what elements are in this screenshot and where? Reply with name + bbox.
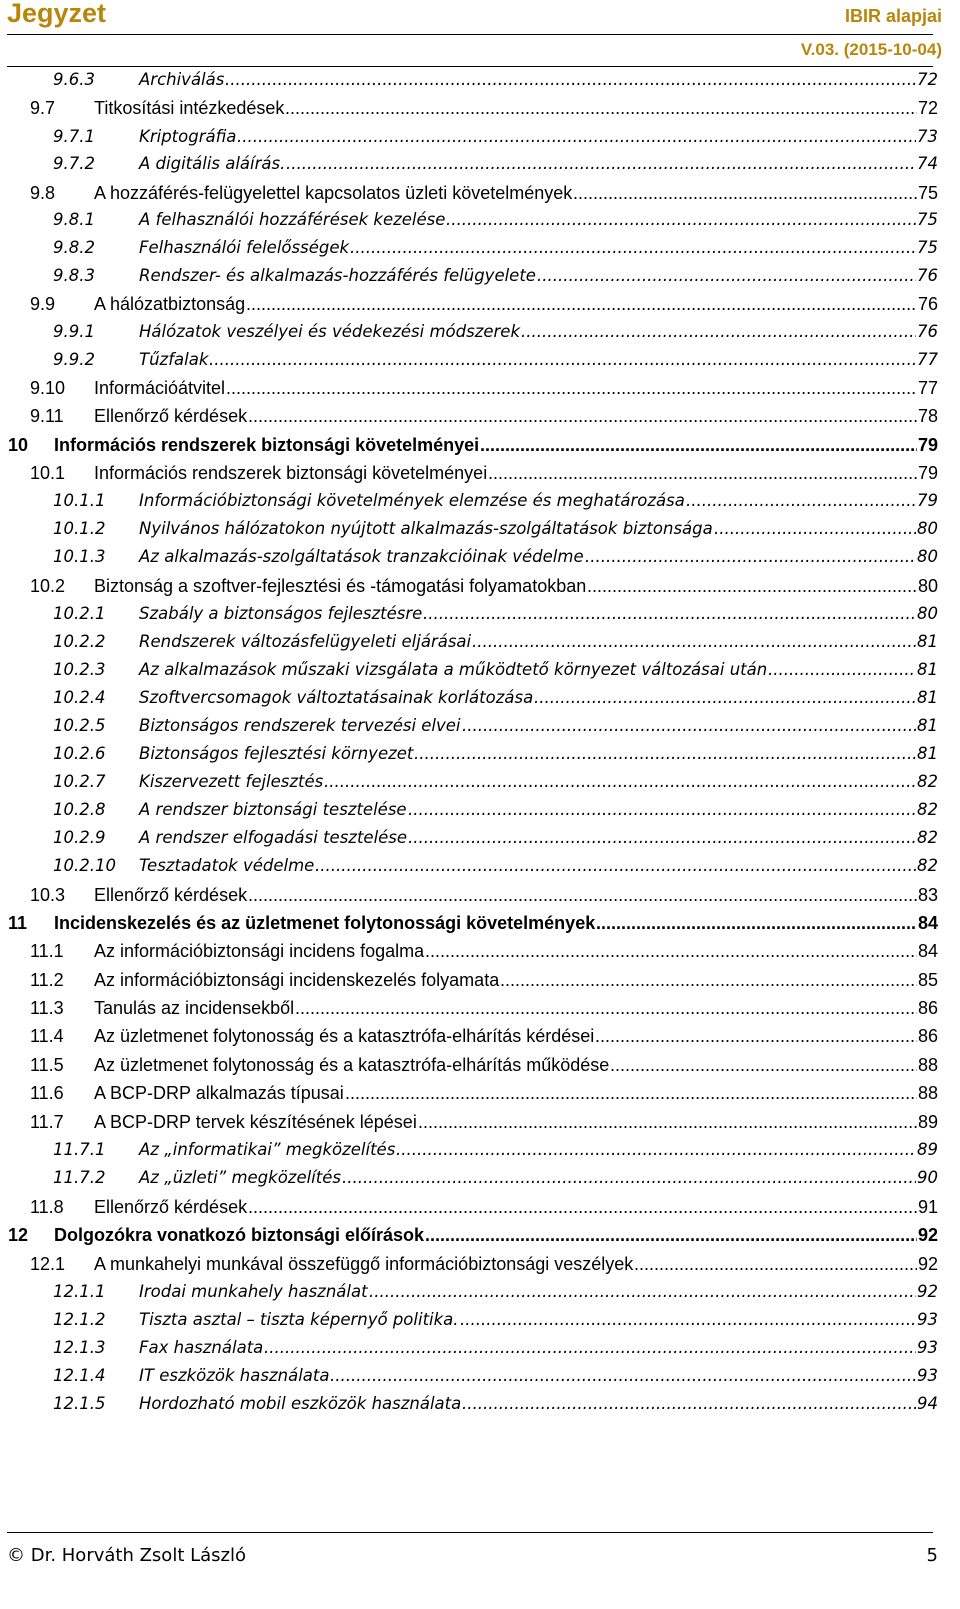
toc-entry[interactable] (0, 124, 960, 150)
toc-entry-title: Tűzfalak (139, 347, 209, 373)
toc-leader-dots (596, 910, 938, 936)
toc-entry-page: 81 (916, 713, 938, 739)
toc-leader-dots (686, 488, 938, 514)
toc-entry-page: 75 (916, 207, 938, 233)
toc-entry[interactable] (0, 1279, 960, 1305)
toc-entry-page: 77 (916, 347, 938, 373)
toc-entry-number: 9.9.2 (53, 350, 95, 369)
toc-leader-dots (286, 151, 938, 177)
toc-leader-dots (369, 1279, 938, 1305)
header-brand: Jegyzet (7, 0, 107, 28)
toc-leader-dots (587, 573, 938, 599)
toc-leader-dots (488, 460, 938, 486)
footer-divider (7, 1532, 933, 1533)
toc-entry-title: Biztonságos fejlesztési környezet (139, 741, 414, 767)
toc-entry-title: Információs rendszerek biztonsági követelményei (94, 460, 488, 486)
toc-entry-title: Biztonság a szoftver-fejlesztési és -támogatási folyamatokban (94, 573, 587, 599)
toc-entry-title: Szabály a biztonságos fejlesztésre (139, 601, 423, 627)
toc-entry-title: Az információbiztonsági incidens fogalma (94, 938, 425, 964)
toc-entry-page: 72 (917, 95, 938, 121)
toc-entry-number: 10.2.8 (53, 800, 106, 819)
toc-leader-dots (225, 67, 938, 93)
toc-entry[interactable] (0, 432, 960, 458)
toc-entry[interactable] (0, 853, 960, 879)
toc-entry-page: 90 (916, 1165, 938, 1191)
toc-entry-number: 11.7 (30, 1112, 64, 1132)
toc-entry-page: 92 (916, 1279, 938, 1305)
toc-entry-page: 78 (917, 403, 938, 429)
toc-entry-number: 11.7.2 (53, 1168, 106, 1187)
toc-entry-title: Rendszerek változásfelügyeleti eljárásai (139, 629, 472, 655)
toc-leader-dots (595, 1023, 938, 1049)
toc-entry[interactable] (0, 1023, 960, 1049)
toc-entry[interactable] (0, 263, 960, 289)
toc-entry-page: 81 (916, 657, 938, 683)
page-header (0, 0, 960, 66)
toc-entry-page: 91 (917, 1194, 938, 1220)
toc-entry[interactable] (0, 291, 960, 317)
toc-entry-number: 10.2.1 (53, 604, 106, 623)
toc-entry-page: 89 (917, 1109, 938, 1135)
toc-entry-title: Incidenskezelés és az üzletmenet folytonossági követelmények (54, 910, 596, 936)
toc-entry-title: IT eszközök használata (139, 1363, 330, 1389)
toc-leader-dots (330, 1363, 938, 1389)
toc-leader-dots (408, 825, 938, 851)
toc-leader-dots (534, 685, 938, 711)
toc-entry-number: 11.5 (30, 1055, 64, 1075)
toc-entry-page: 94 (916, 1391, 938, 1417)
toc-entry-title: Irodai munkahely használat (139, 1279, 369, 1305)
toc-entry-page: 79 (916, 488, 938, 514)
toc-leader-dots (295, 995, 938, 1021)
toc-entry-number: 10.1.3 (53, 547, 106, 566)
toc-entry-page: 92 (917, 1251, 938, 1277)
toc-entry-page: 80 (916, 601, 938, 627)
toc-entry-page: 81 (916, 629, 938, 655)
toc-entry-title: A rendszer biztonsági tesztelése (139, 797, 408, 823)
toc-entry-page: 82 (916, 769, 938, 795)
toc-leader-dots (285, 95, 938, 121)
toc-entry-number: 9.8.2 (53, 238, 95, 257)
toc-entry-number: 9.8 (30, 183, 56, 203)
toc-leader-dots (396, 1137, 938, 1163)
toc-entry-title: A munkahelyi munkával összefüggő információbiztonsági veszélyek (94, 1251, 634, 1277)
toc-entry-title: A rendszer elfogadási tesztelése (139, 825, 408, 851)
toc-entry-title: Szoftvercsomagok változtatásainak korlátozása (139, 685, 534, 711)
toc-entry-title: A BCP-DRP tervek készítésének lépései (94, 1109, 418, 1135)
toc-entry[interactable] (0, 319, 960, 345)
toc-entry[interactable] (0, 180, 960, 206)
toc-entry[interactable] (0, 769, 960, 795)
toc-leader-dots (209, 347, 938, 373)
toc-leader-dots (350, 235, 938, 261)
toc-entry[interactable] (0, 95, 960, 121)
toc-entry[interactable] (0, 1307, 960, 1333)
toc-entry[interactable] (0, 629, 960, 655)
toc-entry-title: A felhasználói hozzáférések kezelése (139, 207, 446, 233)
toc-entry-page: 80 (916, 544, 938, 570)
toc-entry-number: 9.8.1 (53, 210, 95, 229)
toc-entry-title: A digitális aláírás. (139, 151, 286, 177)
toc-leader-dots (324, 769, 938, 795)
toc-leader-dots (585, 544, 938, 570)
toc-entry-number: 9.10 (30, 378, 66, 398)
toc-entry-number: 11.4 (30, 1026, 64, 1046)
header-version: V.03. (2015-10-04) (800, 40, 942, 59)
toc-entry-page: 84 (917, 910, 938, 936)
toc-entry[interactable] (0, 995, 960, 1021)
toc-entry[interactable] (0, 1137, 960, 1163)
toc-entry-page: 86 (917, 1023, 938, 1049)
toc-entry-title: Biztonságos rendszerek tervezési elvei (139, 713, 462, 739)
toc-entry-number: 10.2.3 (53, 660, 106, 679)
toc-leader-dots (500, 967, 938, 993)
toc-entry-number: 10.1.1 (53, 491, 106, 510)
toc-entry-number: 12.1.2 (53, 1310, 106, 1329)
toc-entry[interactable] (0, 573, 960, 599)
toc-entry-title: Információbiztonsági követelmények elemzése és meghatározása (139, 488, 686, 514)
toc-entry[interactable] (0, 685, 960, 711)
header-divider-top (7, 34, 933, 35)
toc-leader-dots (248, 403, 938, 429)
toc-entry-title: A BCP-DRP alkalmazás típusai (94, 1080, 345, 1106)
toc-entry[interactable] (0, 1165, 960, 1191)
toc-entry-number: 9.7.2 (53, 154, 95, 173)
toc-entry-number: 12.1.4 (53, 1366, 106, 1385)
toc-entry-title: Felhasználói felelősségek (139, 235, 350, 261)
toc-entry[interactable] (0, 544, 960, 570)
toc-entry-number: 9.9.1 (53, 322, 95, 341)
toc-entry[interactable] (0, 1335, 960, 1361)
toc-entry[interactable] (0, 67, 960, 93)
toc-entry-title: Az üzletmenet folytonosság és a katasztrófa-elhárítás kérdései (94, 1023, 595, 1049)
toc-entry-number: 12.1 (30, 1254, 66, 1274)
toc-entry[interactable] (0, 1222, 960, 1248)
toc-leader-dots (226, 375, 938, 401)
toc-entry-title: Archiválás (139, 67, 225, 93)
toc-entry[interactable] (0, 713, 960, 739)
toc-entry-title: Ellenőrző kérdések (94, 882, 248, 908)
toc-entry-page: 88 (917, 1052, 938, 1078)
toc-entry-number: 10.2.2 (53, 632, 106, 651)
toc-entry-page: 72 (916, 67, 938, 93)
toc-entry-page: 82 (916, 825, 938, 851)
toc-entry[interactable] (0, 1109, 960, 1135)
toc-entry[interactable] (0, 967, 960, 993)
toc-entry[interactable] (0, 375, 960, 401)
toc-entry[interactable] (0, 1391, 960, 1417)
toc-entry-title: Az alkalmazás-szolgáltatások tranzakcióinak védelme (139, 544, 585, 570)
toc-leader-dots (246, 291, 938, 317)
toc-entry[interactable] (0, 347, 960, 373)
toc-entry-title: Tanulás az incidensekből (94, 995, 295, 1021)
toc-entry-title: A hálózatbiztonság (94, 291, 246, 317)
toc-entry-page: 83 (917, 882, 938, 908)
toc-entry[interactable] (0, 207, 960, 233)
toc-entry-page: 81 (916, 685, 938, 711)
toc-leader-dots (418, 1109, 938, 1135)
toc-entry-number: 9.8.3 (53, 266, 95, 285)
toc-entry-title: Hálózatok veszélyei és védekezési módszerek (139, 319, 521, 345)
toc-entry[interactable] (0, 741, 960, 767)
toc-entry-title: Kiszervezett fejlesztés (139, 769, 324, 795)
toc-entry[interactable] (0, 1251, 960, 1277)
toc-entry-title: Információs rendszerek biztonsági követelményei (54, 432, 480, 458)
toc-entry-page: 86 (917, 995, 938, 1021)
toc-entry[interactable] (0, 151, 960, 177)
toc-entry-page: 73 (916, 124, 938, 150)
toc-entry-page: 75 (917, 180, 938, 206)
toc-entry[interactable] (0, 460, 960, 486)
toc-entry[interactable] (0, 488, 960, 514)
toc-entry[interactable] (0, 938, 960, 964)
toc-entry-number: 10.2.9 (53, 828, 106, 847)
toc-entry-title: Ellenőrző kérdések (94, 403, 248, 429)
toc-entry-number: 10.2.6 (53, 744, 106, 763)
toc-entry[interactable] (0, 1080, 960, 1106)
toc-entry[interactable] (0, 516, 960, 542)
toc-entry-title: Tesztadatok védelme (139, 853, 315, 879)
toc-entry-number: 10 (8, 435, 29, 455)
toc-leader-dots (423, 601, 938, 627)
toc-leader-dots (425, 1222, 938, 1248)
toc-entry-title: Fax használata (139, 1335, 264, 1361)
toc-entry-page: 81 (916, 741, 938, 767)
toc-entry-page: 88 (917, 1080, 938, 1106)
toc-leader-dots (480, 432, 938, 458)
toc-leader-dots (342, 1165, 938, 1191)
toc-leader-dots (248, 1194, 938, 1220)
toc-entry-title: A hozzáférés-felügyelettel kapcsolatos üzleti követelmények (94, 180, 573, 206)
toc-entry[interactable] (0, 882, 960, 908)
toc-leader-dots (472, 629, 938, 655)
toc-leader-dots (460, 1307, 938, 1333)
toc-entry-page: 82 (916, 853, 938, 879)
toc-leader-dots (414, 741, 938, 767)
toc-leader-dots (425, 938, 938, 964)
toc-entry-number: 11 (8, 913, 28, 933)
toc-entry[interactable] (0, 1052, 960, 1078)
footer-page-number: 5 (926, 1545, 938, 1566)
toc-entry-number: 10.1 (30, 463, 66, 483)
toc-entry-number: 10.2.7 (53, 772, 106, 791)
toc-entry[interactable] (0, 601, 960, 627)
toc-leader-dots (573, 180, 938, 206)
toc-entry-page: 93 (916, 1335, 938, 1361)
toc-leader-dots (714, 516, 938, 542)
toc-entry-page: 80 (916, 516, 938, 542)
toc-entry-title: Hordozható mobil eszközök használata (139, 1391, 462, 1417)
toc-entry-title: Kriptográfia (139, 124, 237, 150)
toc-entry[interactable] (0, 1363, 960, 1389)
toc-leader-dots (634, 1251, 938, 1277)
toc-entry-number: 10.2 (30, 576, 66, 596)
toc-entry-number: 10.2.10 (53, 856, 116, 875)
toc-entry-page: 89 (916, 1137, 938, 1163)
toc-entry-title: Tiszta asztal – tiszta képernyő politika. (139, 1307, 460, 1333)
toc-entry-page: 79 (917, 460, 938, 486)
toc-leader-dots (237, 124, 938, 150)
toc-entry-page: 77 (917, 375, 938, 401)
toc-entry-number: 12.1.5 (53, 1394, 106, 1413)
toc-leader-dots (446, 207, 938, 233)
toc-leader-dots (521, 319, 938, 345)
toc-entry-title: Dolgozókra vonatkozó biztonsági előírások (54, 1222, 425, 1248)
toc-entry-title: Az alkalmazások műszaki vizsgálata a működtető környezet változásai után (139, 657, 768, 683)
toc-entry-title: Rendszer- és alkalmazás-hozzáférés felügyelete (139, 263, 537, 289)
toc-entry-number: 9.6.3 (53, 70, 95, 89)
toc-entry-number: 9.7.1 (53, 127, 95, 146)
toc-leader-dots (408, 797, 938, 823)
toc-entry-number: 10.1.2 (53, 519, 106, 538)
toc-entry-number: 11.8 (30, 1197, 64, 1217)
toc-entry-title: Titkosítási intézkedések (94, 95, 285, 121)
toc-entry[interactable] (0, 910, 960, 936)
toc-entry-number: 12.1.1 (53, 1282, 106, 1301)
toc-entry-number: 12 (8, 1225, 29, 1245)
toc-entry-page: 82 (916, 797, 938, 823)
toc-entry-page: 79 (917, 432, 938, 458)
toc-entry-number: 10.2.4 (53, 688, 106, 707)
toc-entry[interactable] (0, 235, 960, 261)
toc-entry[interactable] (0, 657, 960, 683)
toc-leader-dots (462, 713, 938, 739)
toc-entry-number: 9.11 (30, 406, 64, 426)
toc-leader-dots (462, 1391, 938, 1417)
toc-entry-page: 75 (916, 235, 938, 261)
toc-leader-dots (345, 1080, 938, 1106)
toc-entry-title: Az üzletmenet folytonosság és a katasztrófa-elhárítás működése (94, 1052, 610, 1078)
toc-entry-page: 84 (917, 938, 938, 964)
toc-entry-page: 85 (917, 967, 938, 993)
toc-leader-dots (264, 1335, 938, 1361)
toc-entry-number: 9.9 (30, 294, 56, 314)
toc-entry-page: 93 (916, 1363, 938, 1389)
toc-entry-number: 11.6 (30, 1083, 64, 1103)
toc-entry-number: 11.1 (30, 941, 64, 961)
toc-entry-page: 80 (917, 573, 938, 599)
toc-entry-page: 76 (917, 291, 938, 317)
toc-entry[interactable] (0, 403, 960, 429)
toc-leader-dots (248, 882, 938, 908)
toc-entry-number: 12.1.3 (53, 1338, 106, 1357)
toc-leader-dots (610, 1052, 938, 1078)
toc-entry-number: 9.7 (30, 98, 56, 118)
toc-entry-title: Az információbiztonsági incidenskezelés folyamata (94, 967, 500, 993)
toc-entry-page: 76 (916, 319, 938, 345)
toc-entry[interactable] (0, 1194, 960, 1220)
toc-entry-number: 10.3 (30, 885, 66, 905)
toc-entry-title: Az „üzleti” megközelítés (139, 1165, 342, 1191)
footer-author: © Dr. Horváth Zsolt László (7, 1545, 246, 1566)
toc-entry-number: 11.7.1 (53, 1140, 106, 1159)
toc-entry-number: 11.2 (30, 970, 64, 990)
toc-entry-page: 76 (916, 263, 938, 289)
toc-entry-title: Nyilvános hálózatokon nyújtott alkalmazás-szolgáltatások biztonsága (139, 516, 714, 542)
toc-entry[interactable] (0, 825, 960, 851)
toc-entry-number: 11.3 (30, 998, 64, 1018)
toc-entry-page: 74 (916, 151, 938, 177)
header-subject: IBIR alapjai (844, 6, 942, 26)
toc-entry-page: 93 (916, 1307, 938, 1333)
toc-entry-title: Az „informatikai” megközelítés (139, 1137, 396, 1163)
toc-entry[interactable] (0, 797, 960, 823)
toc-entry-title: Információátvitel (94, 375, 226, 401)
toc-entry-title: Ellenőrző kérdések (94, 1194, 248, 1220)
toc-leader-dots (537, 263, 938, 289)
toc-leader-dots (315, 853, 938, 879)
toc-entry-page: 92 (917, 1222, 938, 1248)
toc-leader-dots (768, 657, 938, 683)
toc-entry-number: 10.2.5 (53, 716, 106, 735)
